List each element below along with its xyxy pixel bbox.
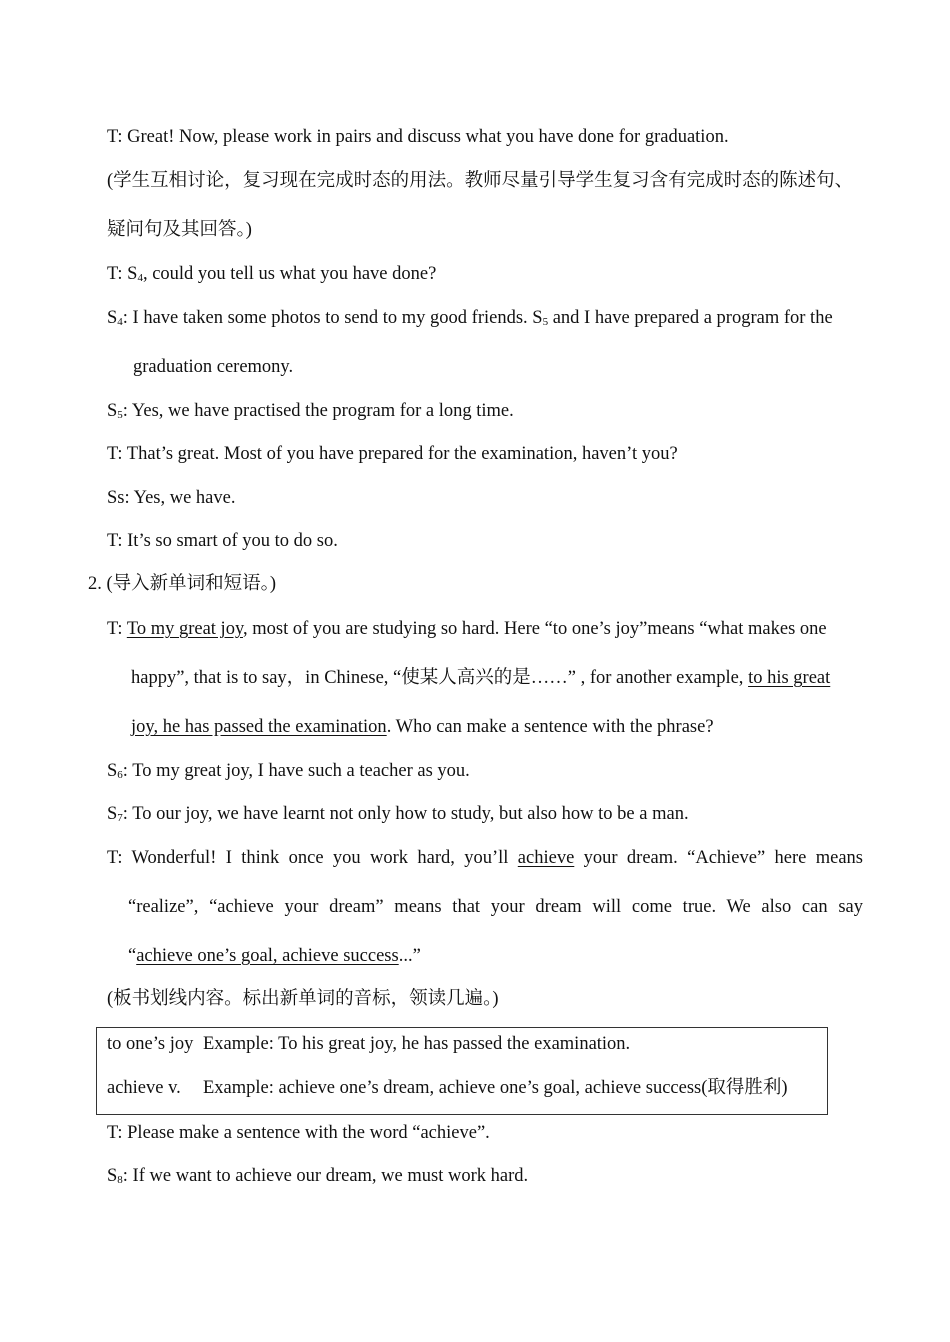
dialogue-line: $S_5$: Yes, we have practised the program for a long time. <box>107 401 514 421</box>
teacher-note: (学生互相讨论，复习现在完成时态的用法。教师尽量引导学生复习含有完成时态的陈述句、 <box>107 171 854 191</box>
dialogue-line: Ss: Yes, we have. <box>107 488 236 508</box>
dialogue-line: $S_8$: If we want to achieve our dream, we must work hard. <box>107 1166 529 1186</box>
dialogue-line: T: Great! Now, please work in pairs and discuss what you have done for graduation. <box>107 127 729 147</box>
underlined-phrase: To my great joy <box>126 619 243 639</box>
dialogue-line: $S_6$: To my great joy, I have such a teacher as you. <box>107 761 470 781</box>
board-example: Example: To his great joy, he has passed the examination. <box>203 1034 631 1054</box>
board-example: Example: achieve one’s dream, achieve one’s goal, achieve success(取得胜利) <box>203 1078 788 1098</box>
dialogue-line-cont: joy, he has passed the examination. Who can make a sentence with the phrase? <box>131 717 714 737</box>
underlined-word: achieve <box>517 848 575 868</box>
dialogue-line: T: Please make a sentence with the word “achieve”. <box>107 1123 490 1143</box>
section-heading: 2. (导入新单词和短语。) <box>88 574 277 594</box>
dialogue-line-cont: graduation ceremony. <box>133 357 294 377</box>
dialogue-line: $S_7$: To our joy, we have learnt not only how to study, but also how to be a man. <box>107 804 689 824</box>
teacher-note-cont: 疑问句及其回答。) <box>107 220 252 240</box>
dialogue-line-cont: “achieve one’s goal, achieve success...” <box>128 946 421 966</box>
underlined-phrase: to his great <box>748 668 831 688</box>
board-term: to one’s joy <box>107 1034 194 1054</box>
dialogue-line-cont: “realize”, “achieve your dream” means that your dream will come true. We also can say <box>128 897 863 917</box>
dialogue-line: $S_4$: I have taken some photos to send to my good friends. $S_5$ and I have prepared a program for the <box>107 308 833 328</box>
dialogue-line: T: $S_4$, could you tell us what you have done? <box>107 264 437 284</box>
dialogue-line-cont: happy”, that is to say，in Chinese, “使某人高兴的是……” , for another example, to his great <box>131 668 831 688</box>
dialogue-line: T: It’s so smart of you to do so. <box>107 531 338 551</box>
underlined-phrase: joy, he has passed the examination <box>131 717 387 737</box>
blackboard-box <box>96 1027 828 1115</box>
teacher-note: (板书划线内容。标出新单词的音标，领读几遍。) <box>107 989 499 1009</box>
dialogue-line: T: Wonderful! I think once you work hard, you’ll achieve your dream. “Achieve” here means <box>107 848 863 868</box>
underlined-phrase: achieve one’s goal, achieve success <box>136 946 399 966</box>
board-term: achieve v. <box>107 1078 181 1098</box>
dialogue-line: T: To my great joy, most of you are studying so hard. Here “to one’s joy”means “what makes one <box>107 619 827 639</box>
dialogue-line: T: That’s great. Most of you have prepared for the examination, haven’t you? <box>107 444 678 464</box>
